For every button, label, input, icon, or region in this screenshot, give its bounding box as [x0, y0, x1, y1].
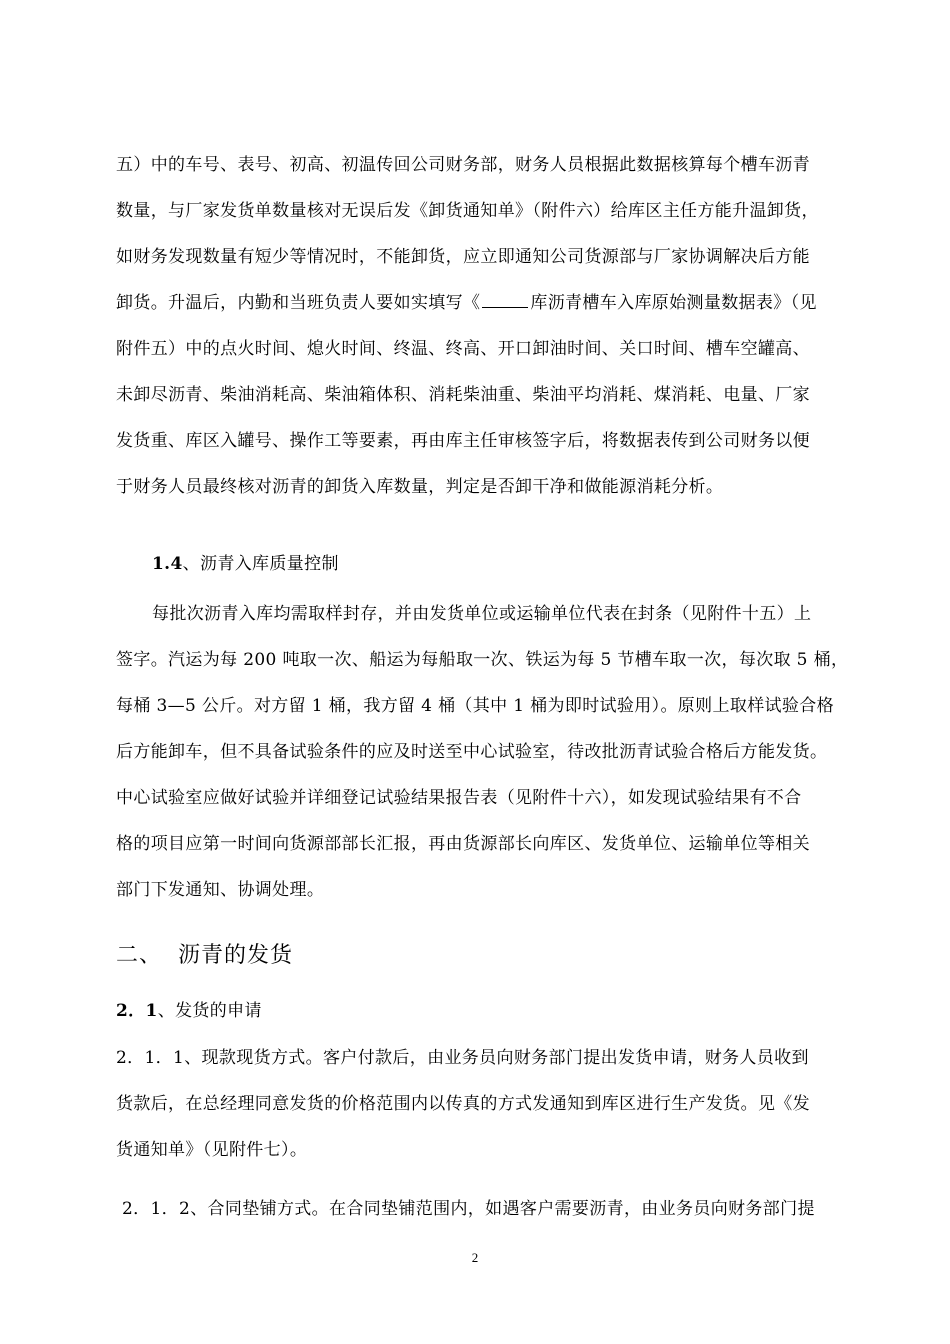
paragraph-unloading-process	[116, 142, 878, 510]
text-line: 货款后，在总经理同意发货的价格范围内以传真的方式发通知到库区进行生产发货。见《发	[116, 1094, 810, 1114]
section-heading-1-4	[116, 544, 339, 584]
text-line: 中心试验室应做好试验并详细登记试验结果报告表（见附件十六），如发现试验结果有不合	[116, 788, 802, 808]
text-line: 货通知单》（见附件七）。	[116, 1140, 308, 1160]
text-line: 五）中的车号、表号、初高、初温传回公司财务部，财务人员根据此数据核算每个槽车沥青	[116, 155, 810, 175]
text-line: 数量，与厂家发货单数量核对无误后发《卸货通知单》（附件六）给库区主任方能升温卸货，	[116, 201, 819, 221]
section-number: 1.4	[152, 554, 183, 574]
text-segment: 库沥青槽车入库原始测量数据表》（见	[530, 293, 817, 313]
text-line: 发货重、库区入罐号、操作工等要素，再由库主任审核签字后，将数据表传到公司财务以便	[116, 431, 810, 451]
text-line: 2．1．2、合同垫铺方式。在合同垫铺范围内，如遇客户需要沥青，由业务员向财务部门提	[122, 1199, 815, 1219]
text-line: 每批次沥青入库均需取样封存，并由发货单位或运输单位代表在封条（见附件十五）上	[152, 604, 812, 624]
text-line	[116, 280, 878, 326]
text-segment: 卸货。升温后，内勤和当班负责人要如实填写《	[116, 293, 481, 313]
section-number: 2．1	[116, 1001, 158, 1021]
text-line: 2．1．1、现款现货方式。客户付款后，由业务员向财务部门提出发货申请，财务人员收到	[116, 1048, 809, 1068]
paragraph-cash-delivery	[116, 1035, 878, 1173]
paragraph-quality-control	[116, 591, 878, 913]
text-line: 签字。汽运为每 200 吨取一次、船运为每船取一次、铁运为每 5 节槽车取一次，每次取 5 桶，	[116, 650, 849, 670]
text-line: 格的项目应第一时间向货源部部长汇报，再由货源部长向库区、发货单位、运输单位等相关	[116, 834, 810, 854]
text-line: 如财务发现数量有短少等情况时，不能卸货，应立即通知公司货源部与厂家协调解决后方能	[116, 247, 810, 267]
page-number: 2	[471, 1250, 479, 1265]
text-line: 未卸尽沥青、柴油消耗高、柴油箱体积、消耗柴油重、柴油平均消耗、煤消耗、电量、厂家	[116, 385, 810, 405]
section-number: 二、	[116, 943, 163, 968]
paragraph-contract-advance	[122, 1186, 878, 1232]
text-line: 部门下发通知、协调处理。	[116, 880, 325, 900]
text-line: 附件五）中的点火时间、熄火时间、终温、终高、开口卸油时间、关口时间、槽车空罐高、	[116, 339, 810, 359]
section-title: 沥青的发货	[178, 943, 294, 968]
text-line: 每桶 3—5 公斤。对方留 1 桶，我方留 4 桶（其中 1 桶为即时试验用）。原则上取样试验合格	[116, 696, 834, 716]
text-line: 后方能卸车，但不具备试验条件的应及时送至中心试验室，待改批沥青试验合格后方能发货。	[116, 742, 828, 762]
text-line: 于财务人员最终核对沥青的卸货入库数量，判定是否卸干净和做能源消耗分析。	[116, 477, 724, 497]
section-heading-2-1	[116, 991, 262, 1031]
section-title: 、发货的申请	[157, 1001, 262, 1021]
section-title: 、沥青入库质量控制	[182, 554, 339, 574]
section-heading-2	[116, 936, 293, 976]
fill-in-blank	[482, 293, 528, 308]
